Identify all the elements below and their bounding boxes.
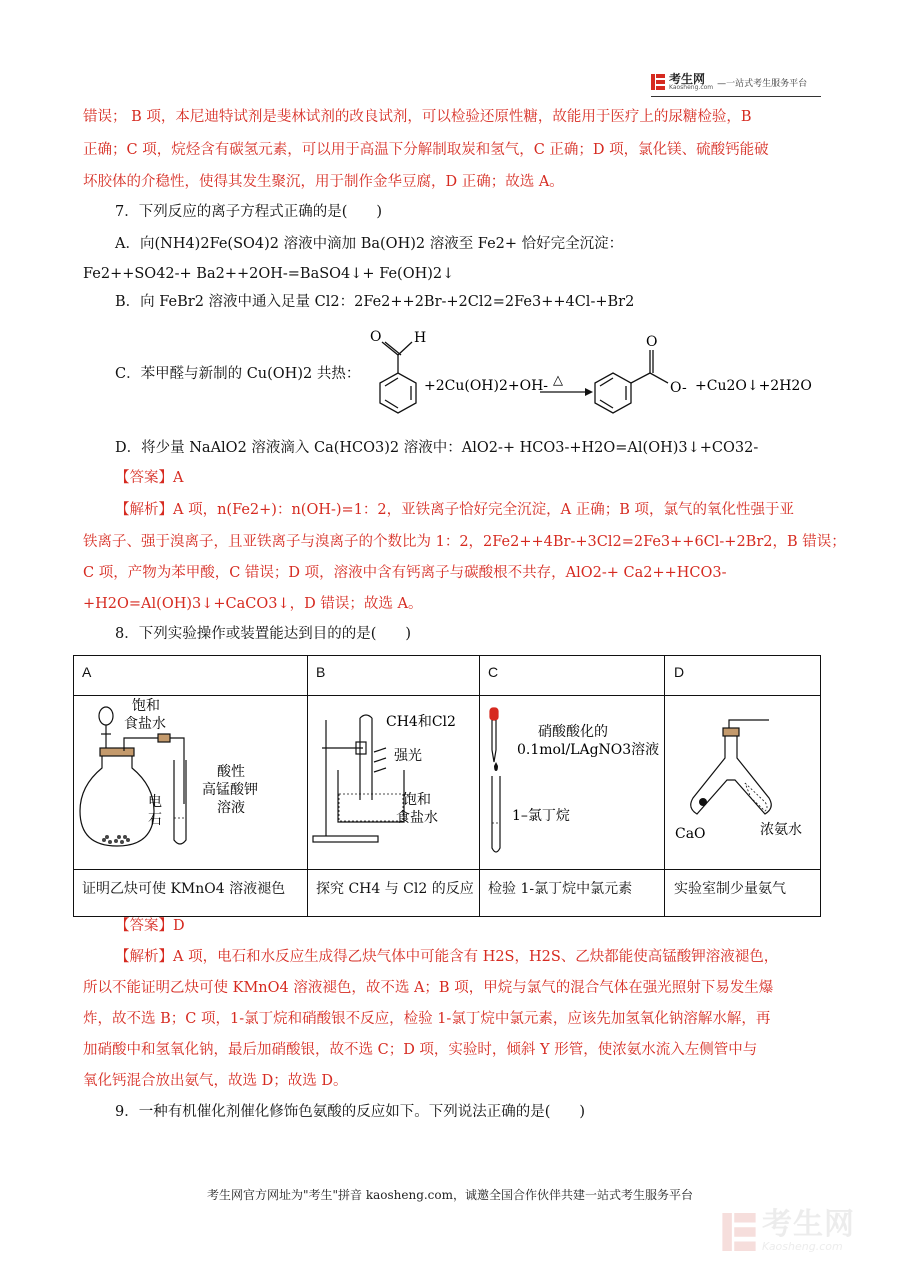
c-label-1: 硝酸酸化的 — [538, 724, 608, 740]
header-rule — [651, 96, 821, 97]
benzaldehyde-structure — [380, 342, 416, 413]
col-c-caption: 检验 1-氯丁烷中氯元素 — [488, 881, 633, 897]
col-a-head: A — [82, 664, 92, 680]
col-d-head: D — [674, 664, 685, 680]
q8-analysis-line3: 炸，故不选 B；C 项，1-氯丁烷和硝酸银不反应，检验 1-氯丁烷中氯元素，应该先加氢氧化钠溶解水解，再 — [83, 1011, 771, 1027]
col-b-caption: 探究 CH4 与 Cl2 的反应 — [316, 881, 474, 897]
d-label-2: 浓氨水 — [760, 822, 802, 838]
carboxylate-o-label: O- — [670, 380, 687, 396]
a-label-4: 高锰酸钾 — [202, 782, 258, 798]
a-label-5: 溶液 — [217, 800, 245, 816]
a-label-7: 石 — [148, 812, 162, 828]
q7-analysis-line2: 铁离子、强于溴离子，且亚铁离子与溴离子的个数比为 1：2，2Fe2++4Br-+3Cl2=2Fe3++6Cl-+2Br2，B 错误； — [83, 534, 846, 550]
q8-stem: 8．下列实验操作或装置能达到目的的是( ) — [115, 626, 412, 642]
q7-analysis-line3: C 项，产物为苯甲酸，C 错误；D 项，溶液中含有钙离子与碳酸根不共存，AlO2-+ Ca2++HCO3- — [83, 565, 727, 581]
b-label-2: 强光 — [394, 748, 422, 764]
q8-analysis-line2: 所以不能证明乙炔可使 KMnO4 溶液褪色，故不选 A；B 项，甲烷与氯气的混合气体在强光照射下易发生爆 — [83, 980, 774, 996]
q6-analysis-line3: 坏胶体的介稳性，使得其发生聚沉，用于制作金华豆腐，D 正确；故选 A。 — [83, 174, 564, 190]
watermark — [722, 1207, 855, 1253]
q7-option-c-prefix: C．苯甲醛与新制的 Cu(OH)2 共热： — [115, 366, 361, 382]
apparatus-b — [308, 698, 479, 873]
apparatus-c — [480, 698, 664, 873]
c-reagents: +2Cu(OH)2+OH- — [424, 378, 549, 394]
q8-apparatus-table — [73, 655, 821, 917]
q6-analysis-line2: 正确；C 项，烷烃含有碳氢元素，可以用于高温下分解制取炭和氢气，C 正确；D 项，氯化镁、硫酸钙能破 — [83, 142, 769, 158]
d-label-1: CaO — [675, 826, 706, 842]
q7-analysis-line4: +H2O=Al(OH)3↓+CaCO3↓，D 错误；故选 A。 — [83, 596, 423, 612]
col-c-head: C — [488, 664, 499, 680]
watermark-sub: Kaosheng.com — [762, 1240, 843, 1253]
c-label-3: 1–氯丁烷 — [512, 808, 570, 824]
c-label-2: 0.1mol/LAgNO3溶液 — [517, 742, 660, 758]
brand-slogan: —一站式考生服务平台 — [717, 78, 808, 89]
a-label-2: 食盐水 — [124, 716, 166, 732]
q7-option-c-reaction — [370, 328, 812, 428]
apparatus-d — [665, 698, 820, 873]
apparatus-a — [74, 698, 307, 873]
col-d-caption: 实验室制少量氨气 — [674, 881, 786, 897]
a-label-3: 酸性 — [217, 764, 245, 780]
q7-option-d: D．将少量 NaAlO2 溶液滴入 Ca(HCO3)2 溶液中：AlO2-+ HCO3-+H2O=Al(OH)3↓+CO32- — [115, 440, 759, 456]
header-logo — [651, 73, 807, 91]
col-b-head: B — [316, 664, 326, 680]
b-label-3: 饱和 — [403, 792, 431, 808]
brand-name: 考生网 — [669, 72, 706, 86]
q8-analysis-line5: 氧化钙混合放出氨气，故选 D；故选 D。 — [83, 1073, 348, 1089]
page-footer: 考生网官方网址为"考生"拼音 kaosheng.com，诚邀全国合作伙伴共建一站式考生服务平台 — [206, 1188, 694, 1202]
aldehyde-o-label: O — [370, 329, 382, 345]
a-label-1: 饱和 — [132, 698, 160, 714]
q8-analysis-line4: 加硝酸中和氢氧化钠，最后加硝酸银，故不选 C；D 项，实验时，倾斜 Y 形管，使浓氨水流入左侧管中与 — [83, 1042, 758, 1058]
q8-analysis-line1: 【解析】A 项，电石和水反应生成得乙炔气体中可能含有 H2S，H2S、乙炔都能使高锰酸钾溶液褪色， — [115, 949, 779, 965]
benzoate-structure — [595, 350, 668, 413]
col-a-caption: 证明乙炔可使 KMnO4 溶液褪色 — [82, 881, 286, 897]
q7-option-a: A．向(NH4)2Fe(SO4)2 溶液中滴加 Ba(OH)2 溶液至 Fe2+ 恰好完全沉淀： — [115, 236, 624, 252]
heat-delta: △ — [553, 373, 563, 388]
b-label-1: CH4和Cl2 — [386, 714, 456, 730]
brand-logo-icon — [651, 74, 665, 90]
q7-option-a-equation: Fe2++SO42-+ Ba2++2OH-=BaSO4↓+ Fe(OH)2↓ — [83, 266, 455, 282]
brand-sub: Kaosheng.com — [669, 84, 714, 91]
watermark-logo-icon — [722, 1213, 756, 1251]
q7-analysis-line1: 【解析】A 项，n(Fe2+)：n(OH-)=1：2，亚铁离子恰好完全沉淀，A 正确；B 项，氯气的氧化性强于亚 — [115, 502, 794, 518]
q7-stem: 7．下列反应的离子方程式正确的是( ) — [115, 204, 383, 220]
a-label-6: 电 — [148, 794, 162, 810]
aldehyde-h-label: H — [414, 330, 427, 346]
carboxyl-o-label: O — [646, 334, 658, 350]
q7-option-b: B．向 FeBr2 溶液中通入足量 Cl2：2Fe2++2Br-+2Cl2=2Fe3++4Cl-+Br2 — [115, 294, 635, 310]
q9-stem: 9．一种有机催化剂催化修饰色氨酸的反应如下。下列说法正确的是( ) — [115, 1104, 586, 1120]
q7-answer: 【答案】A — [115, 470, 184, 486]
q6-analysis-line1: 错误； B 项，本尼迪特试剂是斐林试剂的改良试剂，可以检验还原性糖，故能用于医疗上的尿糖检验，B — [83, 109, 752, 125]
watermark-text: 考生网 — [762, 1207, 855, 1242]
q8-answer: 【答案】D — [115, 918, 185, 934]
c-products: +Cu2O↓+2H2O — [695, 378, 812, 394]
b-label-4: 食盐水 — [396, 810, 438, 826]
